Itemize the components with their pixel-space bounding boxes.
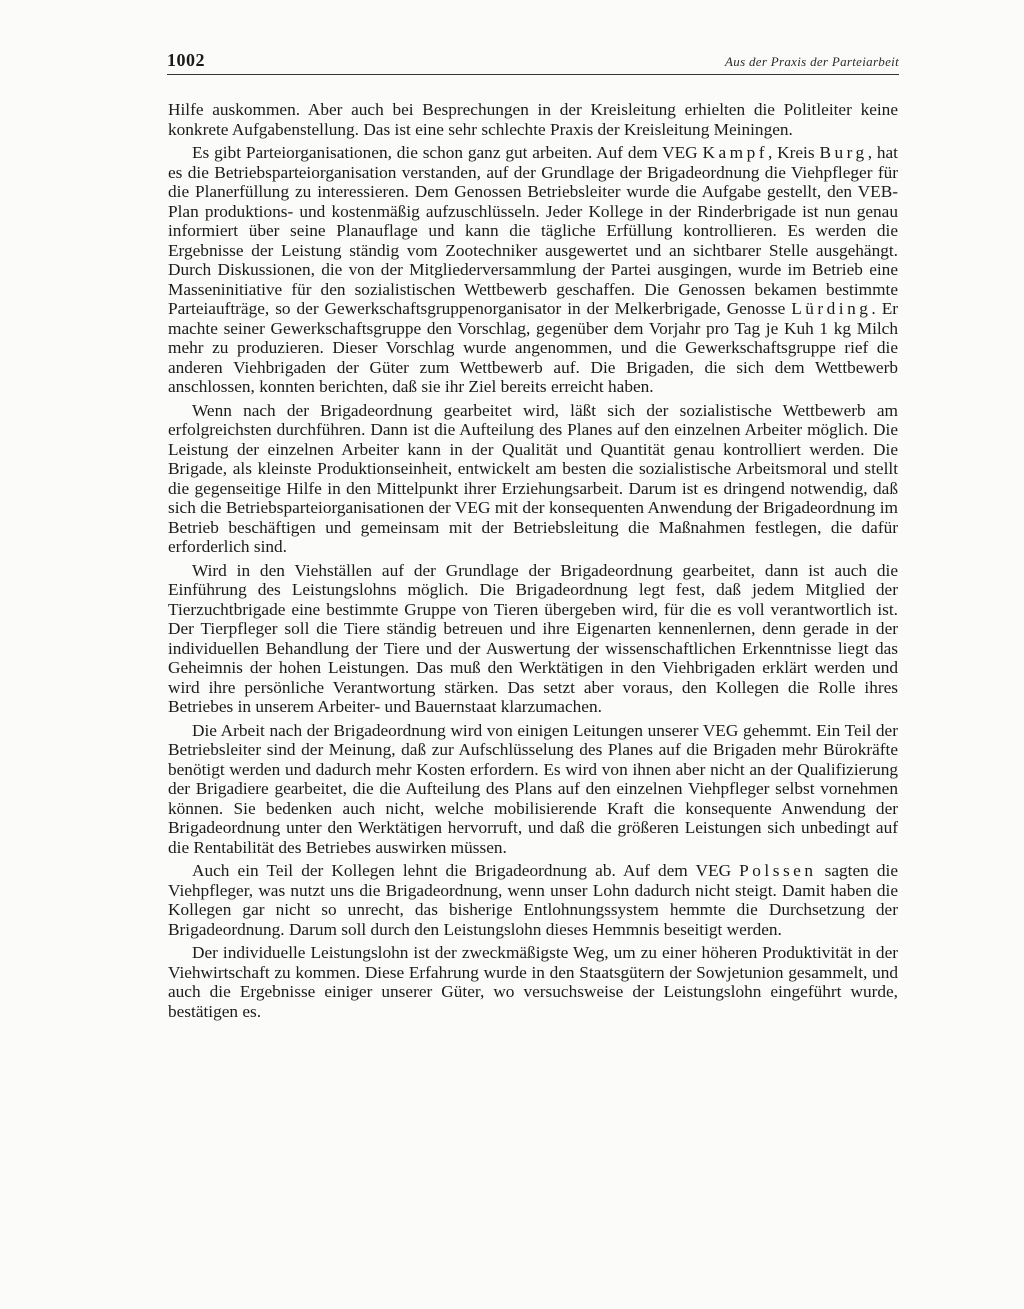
paragraph-7 (168, 943, 898, 1021)
paragraph-text: Hilfe auskommen. Aber auch bei Besprechungen in der Kreisleitung erhielten die Politleiter keine konkrete Aufgabenstellung. Das ist eine sehr schlechte Praxis der Kreisleitung Meiningen. (168, 100, 898, 139)
paragraph-5 (168, 721, 898, 858)
paragraph-text: Wird in den Viehställen auf der Grundlage der Brigadeordnung gearbeitet, dann ist auch die Einführung des Leistungslohns möglich. Die Brigadeordnung legt fest, daß jedem Mitglied der Tierzuchtbrigade eine bestimmte Gruppe von Tieren übergeben wird, für die es voll verantwortlich ist. Der Tierpfleger soll die Tiere ständig betreuen und ihre Eigenarten kennenlernen, denn gerade in der individuellen Behandlung der Tiere und der Auswertung der wissenschaftlichen Erkenntnisse liegt das Geheimnis der hohen Leistungen. Das muß den Werktätigen in den Viehbrigaden erklärt werden und wird ihre persönliche Verantwortung stärken. Das setzt aber voraus, den Kollegen die Rolle ihres Betriebes in unserem Arbeiter- und Bauernstaat klarzumachen. (168, 560, 898, 716)
paragraph-6 (168, 861, 898, 939)
page-number: 1002 (167, 50, 205, 70)
paragraph-text: Die Arbeit nach der Brigadeordnung wird von einigen Leitungen unserer VEG gehemmt. Ein Teil der Betriebsleiter sind der Meinung, daß zur Aufschlüsselung des Planes auf die Brigaden mehr Bürokräfte benötigt werden und dadurch mehr Kosten erfordern. Es wird von ihnen aber nicht an der Qualifizierung der Brigadiere gearbeitet, die die Aufteilung des Plans auf den einzelnen Viehpfleger selbst vornehmen können. Sie bedenken auch nicht, welche mobilisierende Kraft die konsequente Anwendung der Brigadeordnung unter den Werktätigen hervorruft, und daß die größeren Leistungen sich unbedingt auf die Rentabilität des Betriebes auswirken müssen. (168, 720, 898, 857)
spaced-name-polssen: Polssen (739, 861, 817, 880)
spaced-name-luerding: Lürding (791, 299, 872, 318)
spaced-name-kampf: Kampf (702, 143, 768, 162)
paragraph-1 (168, 100, 898, 139)
page-header (167, 50, 899, 76)
paragraph-text: Es gibt Parteiorganisationen, die schon ganz gut arbeiten. Auf dem VEG (192, 143, 703, 162)
paragraph-text: sagten die Viehpfleger, was nutzt uns die Brigadeordnung, wenn unser Lohn dadurch nicht steigt. Damit haben die Kollegen gar nicht so unrecht, das bisherige Entlohnungssystem hemmte die Durchsetzung der Brigadeordnung. Darum soll durch den Leistungslohn dieses Hemmnis beseitigt werden. (168, 861, 898, 939)
header-rule (167, 74, 899, 75)
paragraph-text: . Er machte seiner Gewerkschaftsgruppe den Vorschlag, gegenüber dem Vorjahr pro Tag je Kuh 1 kg Milch mehr zu produzieren. Dieser Vorschlag wurde angenommen, und die Gewerkschaftsgruppe rief die anderen Viehbrigaden der Güter zum Wettbewerb auf. Die Brigaden, die sich dem Wettbewerb anschlossen, konnten berichten, daß sie ihr Ziel bereits erreicht haben. (168, 299, 899, 396)
paragraph-text: Auch ein Teil der Kollegen lehnt die Brigadeordnung ab. Auf dem VEG (192, 861, 740, 880)
paragraph-text: , Kreis (767, 143, 820, 162)
paragraph-2 (168, 143, 898, 397)
spaced-name-burg: Burg (819, 143, 868, 162)
body-text (168, 100, 898, 1025)
paragraph-text: Wenn nach der Brigadeordnung gearbeitet wird, läßt sich der sozialistische Wettbewerb am erfolgreichsten durchführen. Dann ist die Aufteilung des Planes auf den einzelnen Arbeiter möglich. Die Leistung der einzelnen Arbeiter kann in der Qualität und Quantität genau kontrolliert werden. Die Brigade, als kleinste Produktionseinheit, entwickelt am besten die sozialistische Arbeitsmoral und stellt die gegenseitige Hilfe in den Mittelpunkt ihrer Erziehungsarbeit. Darum ist es dringend notwendig, daß sich die Betriebsparteiorganisationen der VEG mit der konsequenten Anwendung der Brigadeordnung im Betrieb beschäftigen und gemeinsam mit der Betriebsleitung die Maßnahmen festlegen, die dafür erforderlich sind. (168, 400, 898, 556)
running-head: Aus der Praxis der Parteiarbeit (725, 54, 899, 69)
paragraph-text: , hat es die Betriebsparteiorganisation verstanden, auf der Grundlage der Brigadeordnung die Viehpfleger für die Planerfüllung zu interessieren. Dem Genossen Betriebsleiter wurde die Aufgabe gestellt, den VEB-Plan produktions- und kostenmäßig aufzuschlüsseln. Jeder Kollege in der Rinderbrigade ist nun genau informiert über seine Planauflage und kann die tägliche Erfüllung kontrollieren. Es werden die Ergebnisse der Leistung ständig vom Zootechniker ausgewertet und an sichtbarer Stelle ausgehängt. Durch Diskussionen, die von der Mitgliederversammlung der Partei ausgingen, wurde im Betrieb eine Masseninitiative für den sozialistischen Wettbewerb geschaffen. Die Genossen bekamen bestimmte Parteiaufträge, so der Gewerkschaftsgruppenorganisator in der Melkerbrigade, Genosse (168, 143, 898, 318)
paragraph-text: Der individuelle Leistungslohn ist der zweckmäßigste Weg, um zu einer höheren Produktivität in der Viehwirtschaft zu kommen. Diese Erfahrung wurde in den Staatsgütern der Sowjetunion gesammelt, und auch die Ergebnisse einiger unserer Güter, wo versuchsweise der Leistungslohn eingeführt wurde, bestätigen es. (168, 943, 898, 1021)
paragraph-3 (168, 401, 898, 557)
paragraph-4 (168, 561, 898, 717)
